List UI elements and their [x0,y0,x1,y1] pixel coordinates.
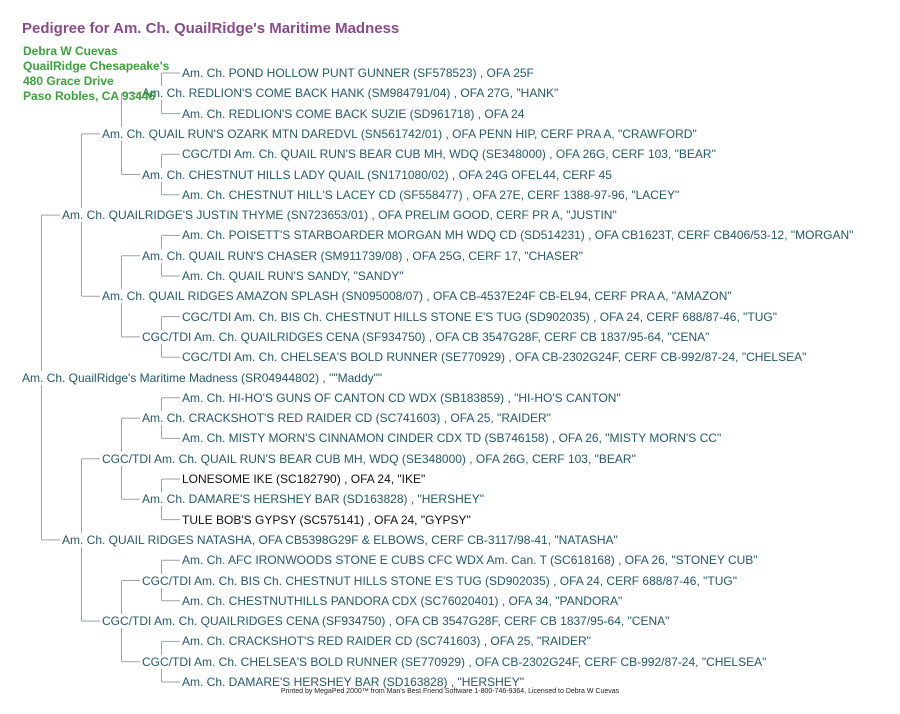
pedigree-entry: Am. Ch. POISETT'S STARBOARDER MORGAN MH WDQ CD (SD514231) , OFA CB1623T, CERF CB406/53-12, "MORGAN" [182,228,854,243]
pedigree-entry: Am. Ch. MISTY MORN'S CINNAMON CINDER CDX TD (SB746158) , OFA 26, "MISTY MORN'S CC" [182,431,722,446]
owner-kennel: QuailRidge Chesapeake's [23,59,170,73]
pedigree-entry: Am. Ch. QuailRidge's Maritime Madness (SR04944802) , ""Maddy"" [22,370,383,385]
pedigree-entry: CGC/TDI Am. Ch. QUAILRIDGES CENA (SF934750) , OFA CB 3547G28F, CERF CB 1837/95-64, "CENA" [142,329,710,344]
pedigree-entry: Am. Ch. QUAIL RUN'S OZARK MTN DAREDVL (SN561742/01) , OFA PENN HIP, CERF PRA A, "CRAWFORD" [102,126,697,141]
pedigree-entry: CGC/TDI Am. Ch. BIS Ch. CHESTNUT HILLS STONE E'S TUG (SD902035) , OFA 24, CERF 688/87-46, "TUG" [182,309,777,324]
pedigree-entry: Am. Ch. QUAILRIDGE'S JUSTIN THYME (SN723653/01) , OFA PRELIM GOOD, CERF PR A, "JUSTIN" [62,208,617,223]
pedigree-entry: Am. Ch. QUAIL RIDGES NATASHA, OFA CB5398G29F & ELBOWS, CERF CB-3117/98-41, "NATASHA" [62,532,618,547]
pedigree-entry: Am. Ch. CRACKSHOT'S RED RAIDER CD (SC741603) , OFA 25, "RAIDER" [182,634,591,649]
pedigree-entry: LONESOME IKE (SC182790) , OFA 24, "IKE" [182,472,426,486]
pedigree-entry: Am. Ch. DAMARE'S HERSHEY BAR (SD163828) , "HERSHEY" [142,492,485,507]
pedigree-entry: Am. Ch. CRACKSHOT'S RED RAIDER CD (SC741603) , OFA 25, "RAIDER" [142,411,551,426]
pedigree-entry: Am. Ch. CHESTNUT HILL'S LACEY CD (SF558477) , OFA 27E, CERF 1388-97-96, "LACEY" [182,187,680,202]
pedigree-entry: Am. Ch. POND HOLLOW PUNT GUNNER (SF578523) , OFA 25F [182,66,534,80]
pedigree-entry: Am. Ch. DAMARE'S HERSHEY BAR (SD163828) , "HERSHEY" [182,675,525,689]
pedigree-entry: CGC/TDI Am. Ch. QUAILRIDGES CENA (SF934750) , OFA CB 3547G28F, CERF CB 1837/95-64, "CENA" [102,614,670,629]
pedigree-entry: TULE BOB'S GYPSY (SC575141) , OFA 24, "GYPSY" [182,512,471,527]
pedigree-entry: Am. Ch. CHESTNUTHILLS PANDORA CDX (SC76020401) , OFA 34, "PANDORA" [182,593,623,608]
page-title: Pedigree for Am. Ch. QuailRidge's Maritime Madness [22,20,400,37]
pedigree-entry: CGC/TDI Am. Ch. BIS Ch. CHESTNUT HILLS STONE E'S TUG (SD902035) , OFA 24, CERF 688/87-46, "TUG" [142,573,737,588]
pedigree-entry: CGC/TDI Am. Ch. QUAIL RUN'S BEAR CUB MH, WDQ (SE348000) , OFA 26G, CERF 103, "BEAR" [102,451,636,466]
owner-name: Debra W Cuevas [23,44,118,58]
pedigree-entry: Am. Ch. AFC IRONWOODS STONE E CUBS CFC WDX Am. Can. T (SC618168) , OFA 26, "STONEY CUB" [182,553,758,568]
owner-address: 480 Grace Drive [23,74,114,88]
pedigree-entry: Am. Ch. REDLION'S COME BACK SUZIE (SD961718) , OFA 24 [182,106,525,121]
pedigree-entry: Am. Ch. HI-HO'S GUNS OF CANTON CD WDX (SB183859) , "HI-HO'S CANTON" [182,390,621,405]
pedigree-entry: CGC/TDI Am. Ch. QUAIL RUN'S BEAR CUB MH, WDQ (SE348000) , OFA 26G, CERF 103, "BEAR" [182,147,716,162]
pedigree-entry: Am. Ch. QUAIL RUN'S CHASER (SM911739/08) , OFA 25G, CERF 17, "CHASER" [142,248,583,263]
pedigree-entry: Am. Ch. REDLION'S COME BACK HANK (SM984791/04) , OFA 27G, "HANK" [142,86,559,101]
pedigree-entry: Am. Ch. QUAIL RIDGES AMAZON SPLASH (SN095008/07) , OFA CB-4537E24F CB-EL94, CERF PRA A, "AMAZON" [102,289,732,304]
pedigree-entry: CGC/TDI Am. Ch. CHELSEA'S BOLD RUNNER (SE770929) , OFA CB-2302G24F, CERF CB-992/87-24, "CHELSEA" [142,654,767,669]
pedigree-entry: Am. Ch. CHESTNUT HILLS LADY QUAIL (SN171080/02) , OFA 24G OFEL44, CERF 45 [142,167,612,182]
owner-city: Paso Robles, CA 93446 [23,89,156,103]
owner-block [23,44,169,104]
pedigree-entry: Am. Ch. QUAIL RUN'S SANDY, "SANDY" [182,269,404,283]
pedigree-entry: CGC/TDI Am. Ch. CHELSEA'S BOLD RUNNER (SE770929) , OFA CB-2302G24F, CERF CB-992/87-24, "CHELSEA" [182,350,807,365]
footer-credit: Printed by MegaPed 2000™ from Man's Best Friend Software 1-800-746-9364, Licensed to Debra W Cuevas [280,688,620,695]
